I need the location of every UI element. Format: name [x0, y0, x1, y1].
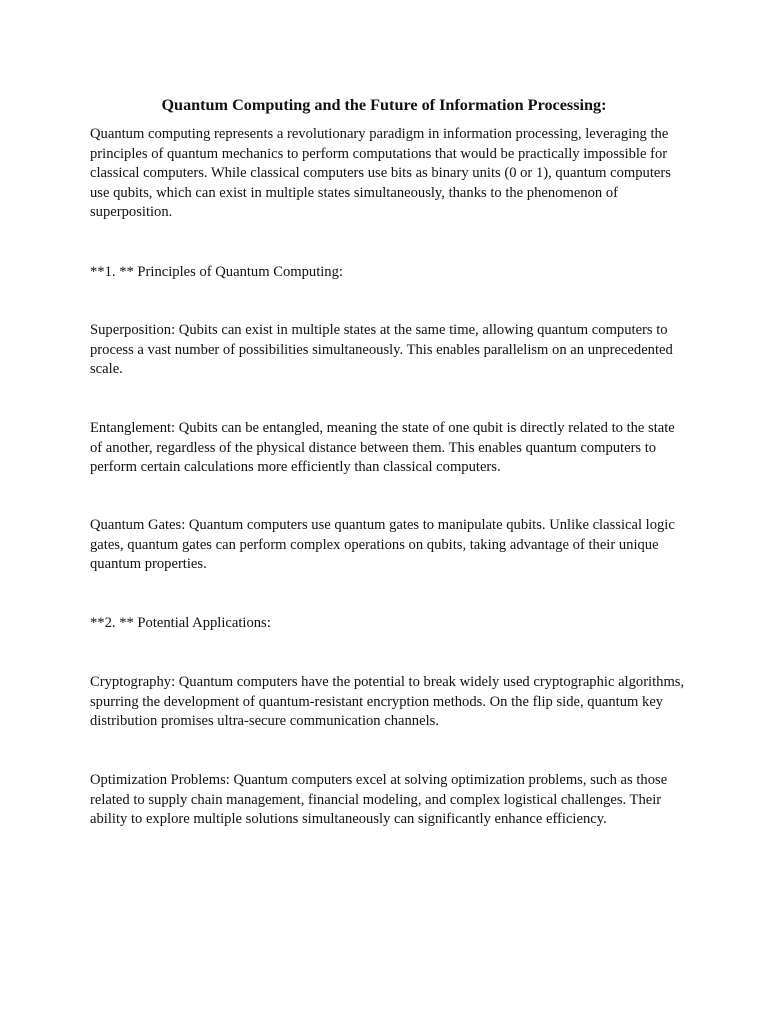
section-heading-applications: **2. ** Potential Applications: [90, 615, 271, 631]
cryptography-paragraph: Cryptography: Quantum computers have the potential to break widely used cryptographic algorithms, spurring the development of quantum-resistant encryption methods. On the flip side, quantum key distribution promises ultra-secure communication channels. [90, 674, 685, 729]
document-title: Quantum Computing and the Future of Information Processing: [161, 96, 607, 114]
superposition-paragraph: Superposition: Qubits can exist in multiple states at the same time, allowing quantum computers to process a vast number of possibilities simultaneously. This enables parallelism on an unprecedented scale. [90, 322, 673, 377]
section-heading-principles: **1. ** Principles of Quantum Computing: [90, 264, 343, 280]
intro-paragraph: Quantum computing represents a revolutionary paradigm in information processing, leveraging the principles of quantum mechanics to perform computations that would be practically impossible for classical computers. While classical computers use bits as binary units (0 or 1), quantum computers use qubits, which can exist in multiple states simultaneously, thanks to the phenomenon of superposition. [90, 126, 671, 220]
quantum-gates-paragraph: Quantum Gates: Quantum computers use quantum gates to manipulate qubits. Unlike classical logic gates, quantum gates can perform complex operations on qubits, taking advantage of their unique quantum properties. [90, 517, 675, 572]
optimization-paragraph: Optimization Problems: Quantum computers excel at solving optimization problems, such as those related to supply chain management, financial modeling, and complex logistical challenges. Their ability to explore multiple solutions simultaneously can significantly enhance efficiency. [90, 772, 668, 827]
entanglement-paragraph: Entanglement: Qubits can be entangled, meaning the state of one qubit is directly related to the state of another, regardless of the physical distance between them. This enables quantum computers to perform certain calculations more efficiently than classical computers. [90, 420, 675, 475]
